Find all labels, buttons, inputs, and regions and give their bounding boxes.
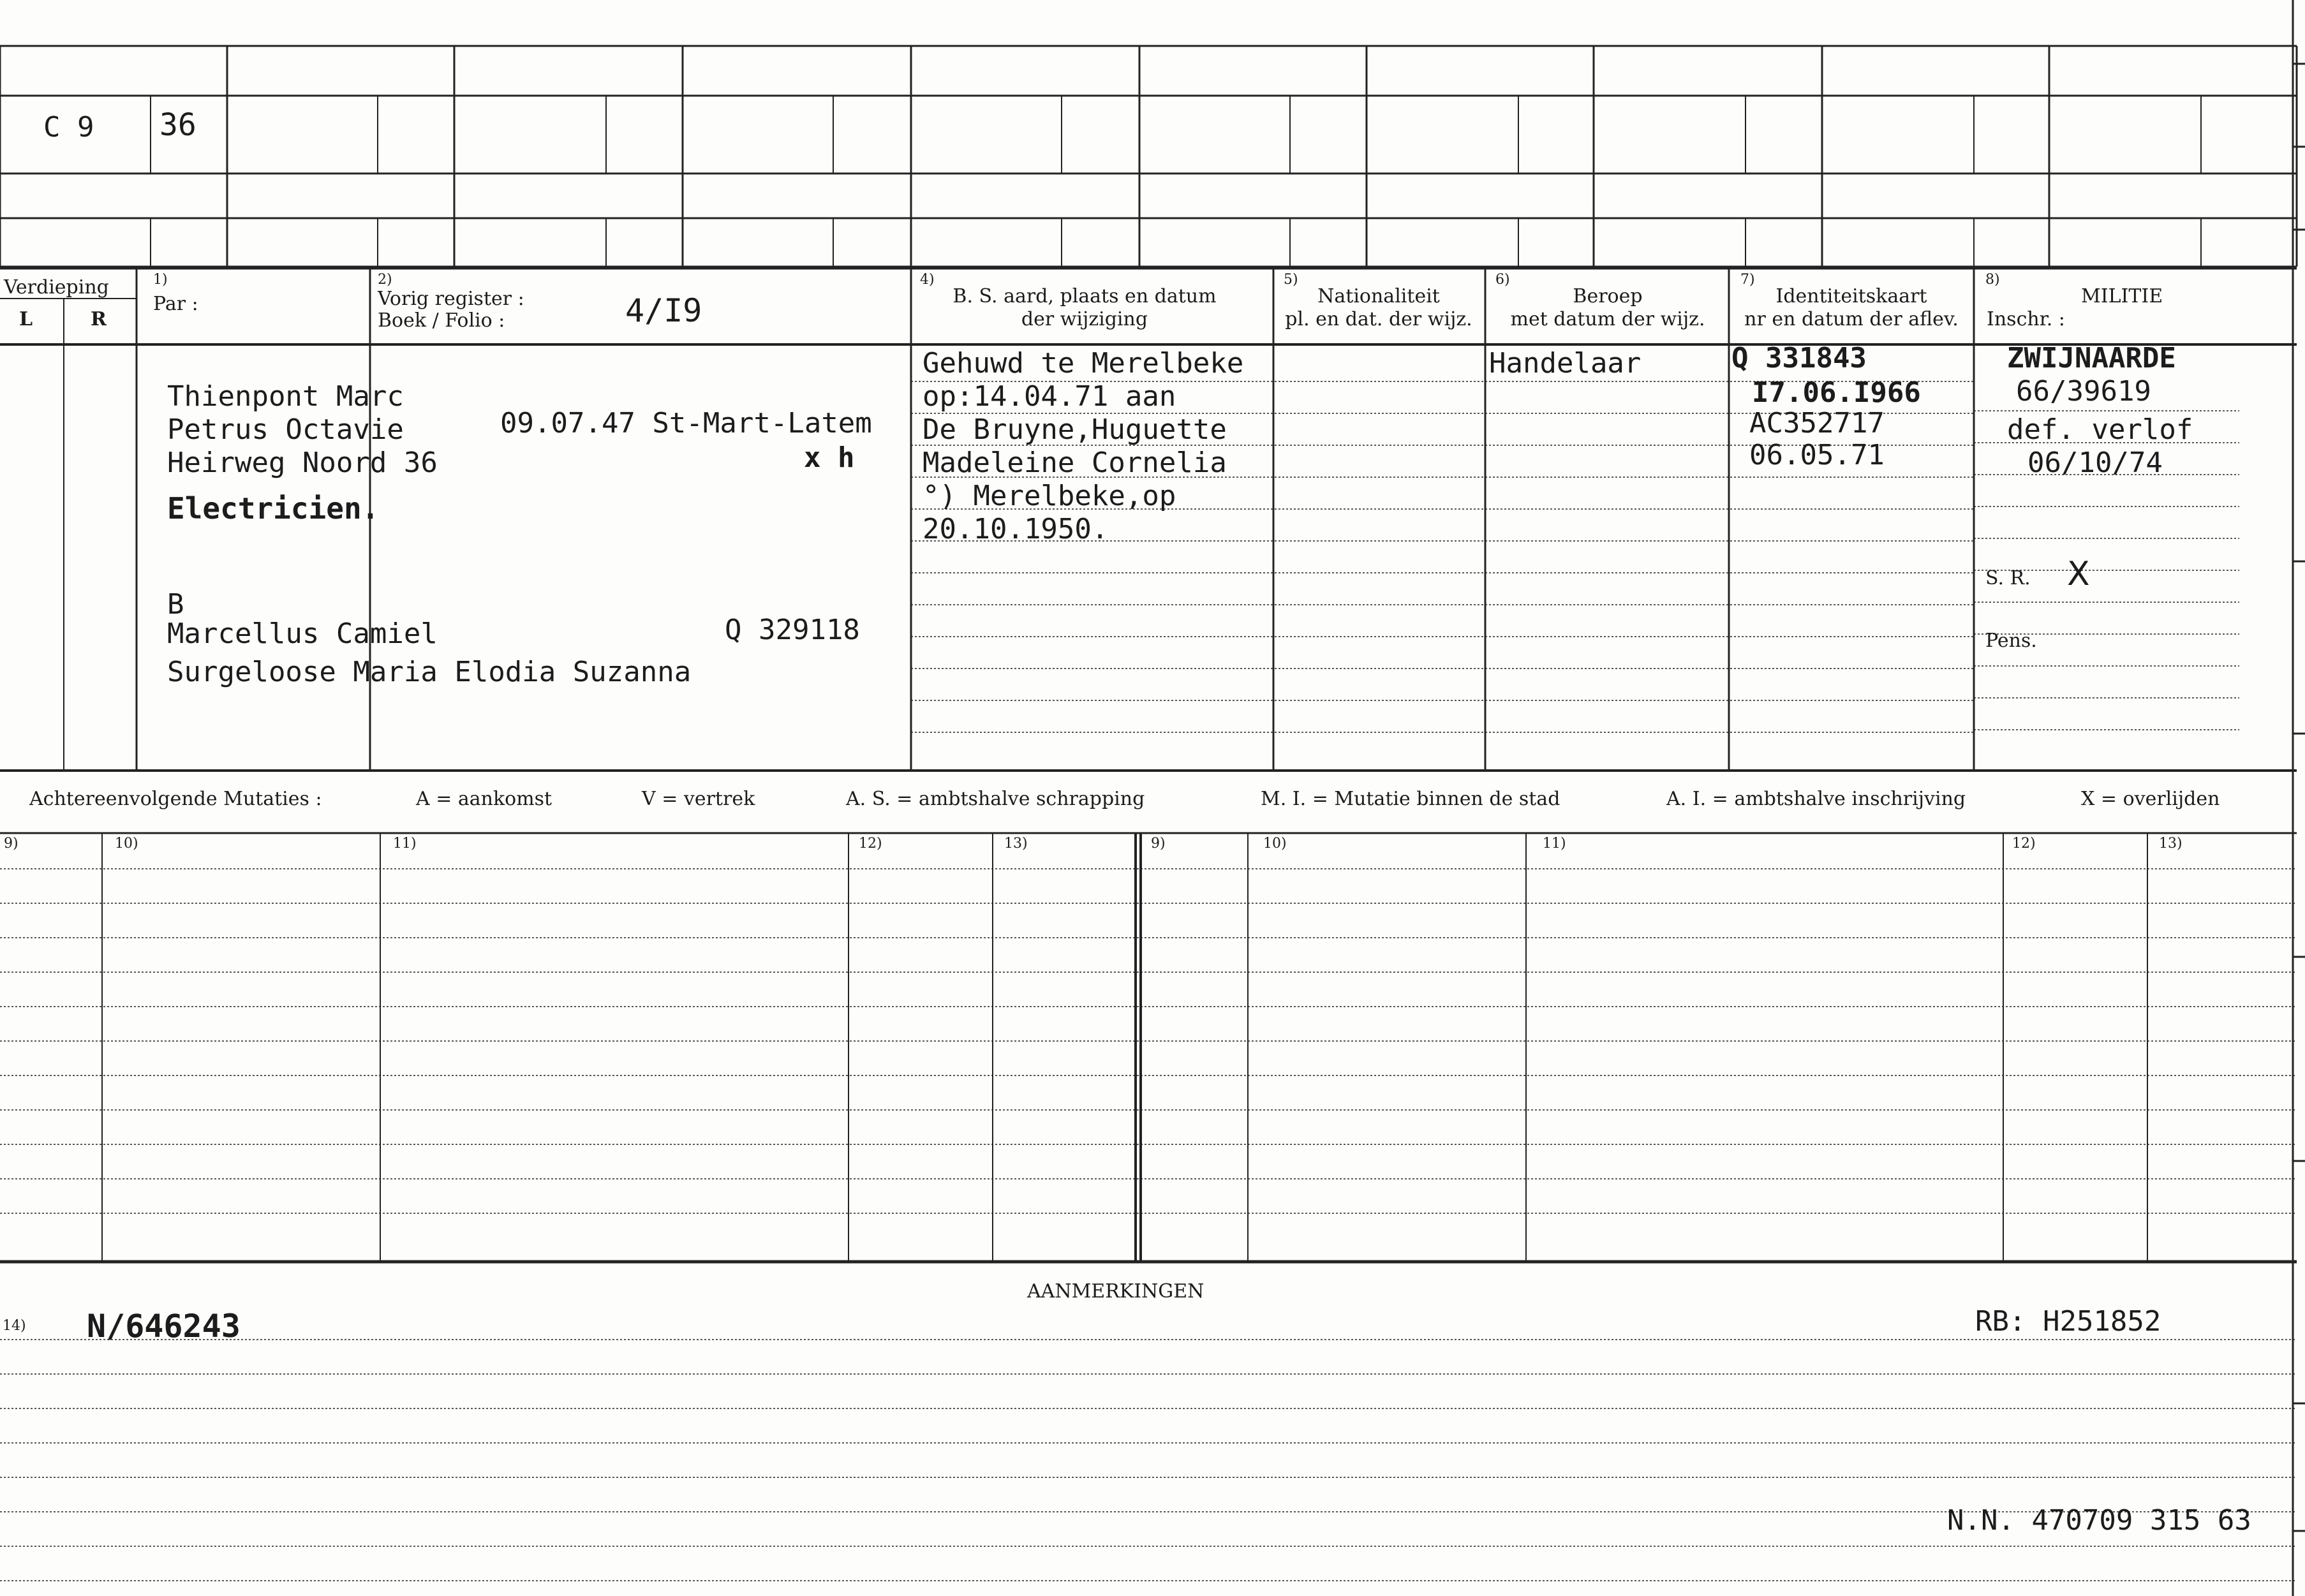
mutaties-col-11: 11) (393, 836, 417, 852)
person-occupation: Electricien. (167, 491, 380, 526)
person-birth: 09.07.47 St-Mart-Latem (500, 407, 872, 440)
bs-entry-1: Gehuwd te Merelbeke (923, 347, 1244, 380)
mutaties-col-13: 13) (1004, 836, 1028, 852)
aanmerkingen-title: AANMERKINGEN (1027, 1280, 1204, 1303)
militie-number: 66/39619 (2016, 375, 2151, 408)
person-address: Heirweg Noord 36 (167, 447, 438, 479)
identity-line-4: 06.05.71 (1749, 439, 1885, 471)
person-mother: Surgeloose Maria Elodia Suzanna (167, 656, 692, 688)
mutaties-col-10b: 10) (1263, 836, 1287, 852)
person-line-1: Thienpont Marc (167, 380, 404, 413)
boek-folio-value: 4/I9 (625, 292, 702, 329)
mutatie-mi: M. I. = Mutatie binnen de stad (1261, 788, 1560, 810)
header-identiteitskaart: Identiteitskaart (1775, 285, 1927, 307)
header-num-2: 2) (378, 272, 392, 288)
header-verdieping: Verdieping (4, 276, 109, 299)
person-marks: x h (804, 441, 855, 474)
header-par: Par : (153, 293, 198, 315)
header-num-6: 6) (1495, 272, 1510, 288)
mutaties-col-12b: 12) (2012, 836, 2036, 852)
label-sr: S. R. (1985, 567, 2031, 589)
militie-date: 06/10/74 (2027, 447, 2163, 479)
mutaties-col-9: 9) (4, 836, 19, 852)
top-grid-code: C 9 (43, 111, 94, 144)
top-grid-number: 36 (159, 107, 196, 143)
header-identiteitskaart-sub: nr en datum der aflev. (1744, 308, 1959, 330)
header-num-7: 7) (1740, 272, 1755, 288)
header-boek-folio: Boek / Folio : (378, 309, 505, 332)
mutatie-x: X = overlijden (2081, 788, 2220, 810)
aanmerkingen-nn: N.N. 470709 315 63 (1947, 1504, 2251, 1537)
mutatie-ai: A. I. = ambtshalve inschrijving (1666, 788, 1966, 810)
identity-line-3: AC352717 (1749, 407, 1885, 440)
header-nationaliteit: Nationaliteit (1317, 285, 1440, 307)
header-r: R (91, 308, 107, 330)
header-bs-line2: der wijziging (1021, 308, 1148, 330)
bs-entry-6: 20.10.1950. (923, 513, 1109, 545)
militie-status: def. verlof (2007, 413, 2193, 446)
mutaties-col-11b: 11) (1543, 836, 1566, 852)
header-num-1: 1) (153, 272, 168, 288)
person-father-id: Q 329118 (725, 614, 860, 646)
header-num-5: 5) (1284, 272, 1298, 288)
person-father: Marcellus Camiel (167, 617, 438, 650)
header-inschr: Inschr. : (1987, 308, 2065, 330)
header-vorig-register: Vorig register : (378, 288, 524, 310)
header-beroep-sub: met datum der wijz. (1510, 308, 1705, 330)
bs-entry-5: °) Merelbeke,op (923, 480, 1176, 512)
bs-entry-3: De Bruyne,Huguette (923, 413, 1227, 446)
mutaties-col-13b: 13) (2159, 836, 2183, 852)
bs-entry-2: op:14.04.71 aan (923, 380, 1176, 413)
mutaties-col-9b: 9) (1151, 836, 1166, 852)
mutatie-a: A = aankomst (416, 788, 552, 810)
mutaties-label: Achtereenvolgende Mutaties : (29, 788, 322, 810)
mutatie-as: A. S. = ambtshalve schrapping (846, 788, 1145, 810)
aanmerkingen-note: N/646243 (87, 1308, 241, 1345)
header-bs-line1: B. S. aard, plaats en datum (952, 285, 1217, 307)
aanmerkingen-rb: RB: H251852 (1975, 1305, 2161, 1338)
header-nationaliteit-sub: pl. en dat. der wijz. (1285, 308, 1472, 330)
mutaties-col-12: 12) (859, 836, 882, 852)
header-num-4: 4) (920, 272, 935, 288)
label-pens: Pens. (1985, 630, 2037, 652)
person-line-2: Petrus Octavie (167, 413, 404, 446)
person-b-label: B (167, 588, 184, 621)
header-beroep: Beroep (1573, 285, 1643, 307)
aanmerkingen-num: 14) (3, 1318, 26, 1334)
header-militie: MILITIE (2081, 285, 2163, 307)
beroep-value: Handelaar (1489, 347, 1642, 380)
header-num-8: 8) (1985, 272, 2000, 288)
identity-line-2: I7.06.I966 (1752, 376, 1921, 409)
mutaties-col-10: 10) (115, 836, 138, 852)
header-l: L (19, 308, 33, 330)
militie-place: ZWIJNAARDE (2007, 342, 2176, 374)
mutatie-v: V = vertrek (642, 788, 755, 810)
sr-mark: X (2067, 555, 2090, 593)
bs-entry-4: Madeleine Cornelia (923, 447, 1227, 479)
identity-line-1: Q 331843 (1731, 342, 1867, 374)
